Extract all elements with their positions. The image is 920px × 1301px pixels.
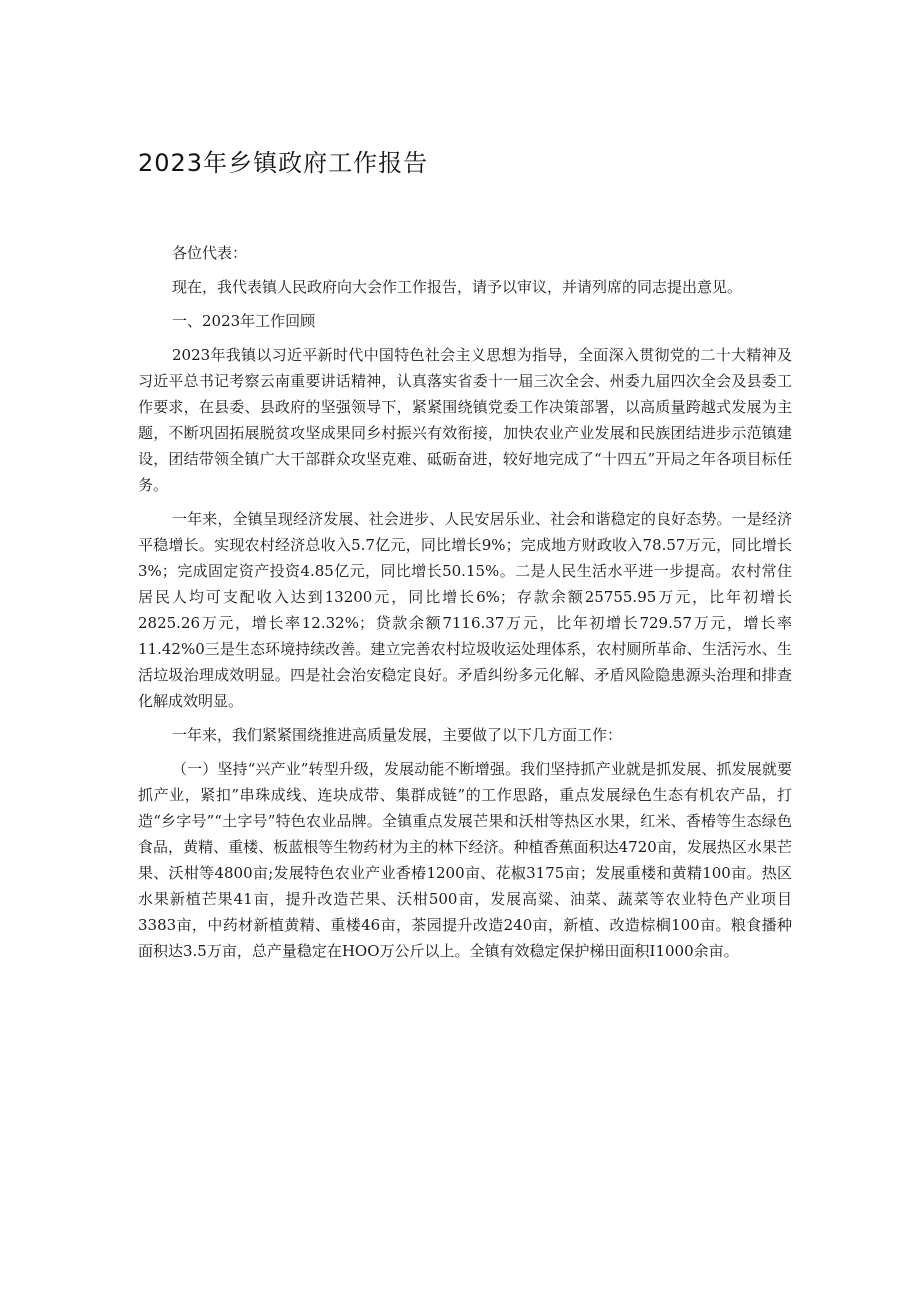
document-title: 2023年乡镇政府工作报告 [138,149,429,177]
work-intro-paragraph: 一年来，我们紧紧围绕推进高质量发展，主要做了以下几方面工作： [172,726,623,744]
industry-paragraph: （一）坚持“兴产业”转型升级，发展动能不断增强。我们坚持抓产业就是抓发展、抓发展就要抓产业，紧扣”串珠成线、连块成带、集群成链”的工作思路，重点发展绿色生态有机农产品，打造“乡字号”“土字号”特色农业品牌。全镇重点发展芒果和沃柑等热区水果，红米、香椿等生态绿色食品，黄精、重楼、板蓝根等生物药材为主的林下经济。种植香蕉面积达4720亩，发展热区水果芒果、沃柑等4800亩;发展特色农业产业香椿1200亩、花椒3175亩；发展重楼和黄精100亩。热区水果新植芒果41亩，提升改造芒果、沃柑500亩，发展高粱、油菜、蔬菜等农业特色产业项目3383亩，中药材新植黄精、重楼46亩，茶园提升改造240亩，新植、改造棕榈100亩。粮食播种面积达3.5万亩，总产量稳定在HOO万公斤以上。全镇有效稳定保护梯田面积I1000余亩。 [138,760,792,960]
overview-paragraph: 2023年我镇以习近平新时代中国特色社会主义思想为指导，全面深入贯彻党的二十大精神及习近平总书记考察云南重要讲话精神，认真落实省委十一届三次全会、州委九届四次全会及县委工作要求，在县委、县政府的坚强领导下，紧紧围绕镇党委工作决策部署，以高质量跨越式发展为主题，不断巩固拓展脱贫攻坚成果同乡村振兴有效衔接，加快农业产业发展和民族团结进步示范镇建设，团结带领全镇广大干部群众攻坚克难、砥砺奋进，较好地完成了“十四五”开局之年各项目标任务。 [138,346,792,494]
section-heading: 一、2023年工作回顾 [172,312,316,330]
opening-paragraph: 现在，我代表镇人民政府向大会作工作报告，请予以审议，并请列席的同志提出意见。 [172,278,743,296]
achievements-paragraph: 一年来，全镇呈现经济发展、社会进步、人民安居乐业、社会和谐稳定的良好态势。一是经济平稳增长。实现农村经济总收入5.7亿元，同比增长9%；完成地方财政收入78.57万元，同比增长3%；完成固定资产投资4.85亿元，同比增长50.15%。二是人民生活水平进一步提高。农村常住居民人均可支配收入达到13200元，同比增长6%；存款余额25755.95万元，比年初增长2825.26万元，增长率12.32%；贷款余额7116.37万元，比年初增长729.57万元，增长率11.42%0三是生态环境持续改善。建立完善农村垃圾收运处理体系，农村厕所革命、生活污水、生活垃圾治理成效明显。四是社会治安稳定良好。矛盾纠纷多元化解、矛盾风险隐患源头治理和排查化解成效明显。 [138,510,792,710]
document-body [138,240,792,972]
salutation-paragraph: 各位代表： [172,244,248,262]
